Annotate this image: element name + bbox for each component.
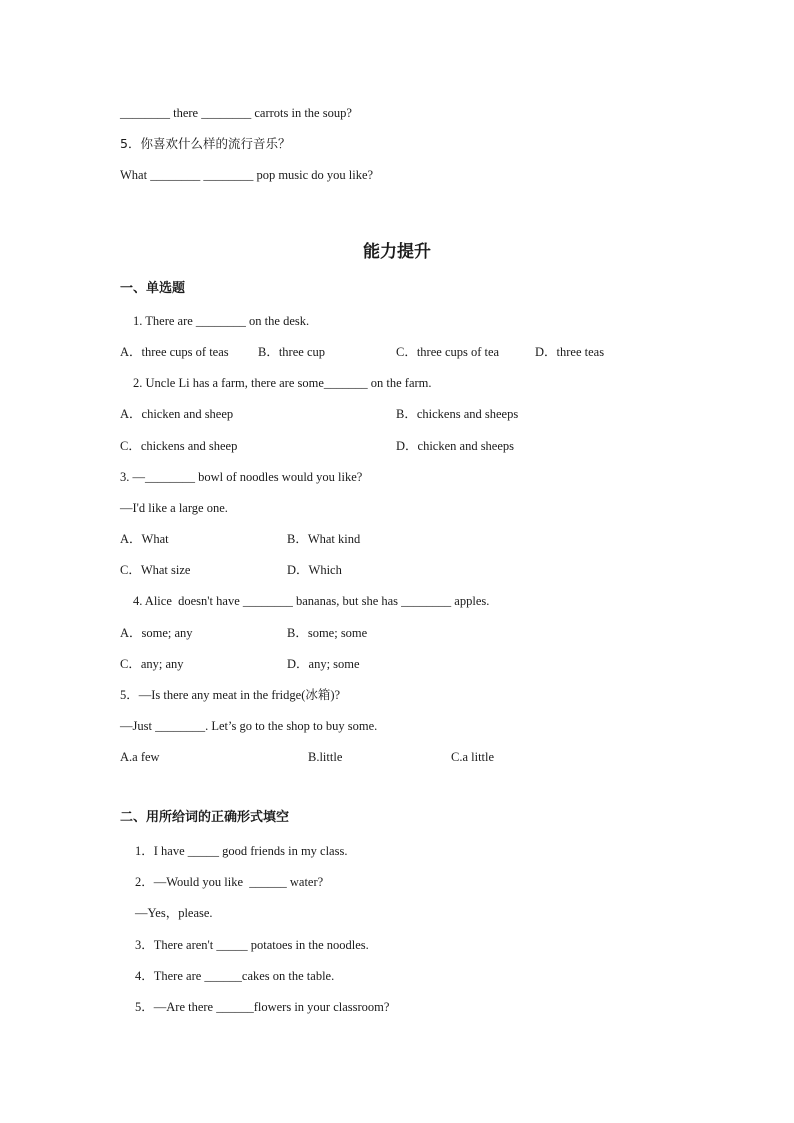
q4-option-c: C．any; any [120, 657, 184, 671]
question-5-english: What ________ ________ pop music do you like? [120, 168, 374, 182]
part2-question-3: 3．There aren't _____ potatoes in the noodles. [135, 938, 369, 952]
q2-option-a: A．chicken and sheep [120, 407, 234, 421]
part2-question-1: 1．I have _____ good friends in my class. [135, 844, 348, 858]
q2-option-d: D．chicken and sheeps [396, 439, 515, 453]
part1-question-3: 3. —________ bowl of noodles would you like? [120, 470, 363, 484]
q4-option-a: A．some; any [120, 626, 193, 640]
q3-option-d: D．Which [287, 563, 342, 577]
question-5-chinese: 5．你喜欢什么样的流行音乐？ [120, 136, 291, 151]
part2-heading: 二、用所给词的正确形式填空 [120, 810, 290, 825]
q3-option-b: B．What kind [287, 532, 361, 546]
q4-option-d: D．any; some [287, 657, 360, 671]
q3-option-a: A．What [120, 532, 169, 546]
part1-question-5: 5．—Is there any meat in the fridge(冰箱)? [120, 688, 341, 702]
q5-option-c: C.a little [451, 750, 495, 764]
part1-heading: 一、单选题 [120, 281, 186, 296]
q1-option-b: B．three cup [258, 345, 325, 359]
q2-option-b: B．chickens and sheeps [396, 407, 519, 421]
q1-option-c: C．three cups of tea [396, 345, 500, 359]
q1-option-d: D．three teas [535, 345, 605, 359]
q2-option-c: C．chickens and sheep [120, 439, 238, 453]
part2-question-2: 2．—Would you like ______ water? [135, 875, 324, 889]
q5-option-b: B.little [308, 750, 343, 764]
q5-reply: —Just ________. Let’s go to the shop to buy some. [120, 719, 378, 733]
part1-question-1: 1. There are ________ on the desk. [133, 314, 310, 328]
q3-reply: —I'd like a large one. [120, 501, 228, 515]
part1-question-2: 2. Uncle Li has a farm, there are some_______ on the farm. [133, 376, 432, 390]
section-title: 能力提升 [363, 242, 431, 262]
fill-blank-line: ________ there ________ carrots in the soup? [120, 106, 352, 120]
part1-question-4: 4. Alice doesn't have ________ bananas, but she has ________ apples. [133, 594, 490, 608]
q3-option-c: C．What size [120, 563, 191, 577]
q1-option-a: A．three cups of teas [120, 345, 229, 359]
q5-option-a: A.a few [120, 750, 160, 764]
q4-option-b: B．some; some [287, 626, 368, 640]
part2-question-4: 4．There are ______cakes on the table. [135, 969, 335, 983]
part2-question-5: 5．—Are there ______flowers in your classroom? [135, 1000, 390, 1014]
part2-q2-reply: —Yes，please. [135, 906, 213, 920]
